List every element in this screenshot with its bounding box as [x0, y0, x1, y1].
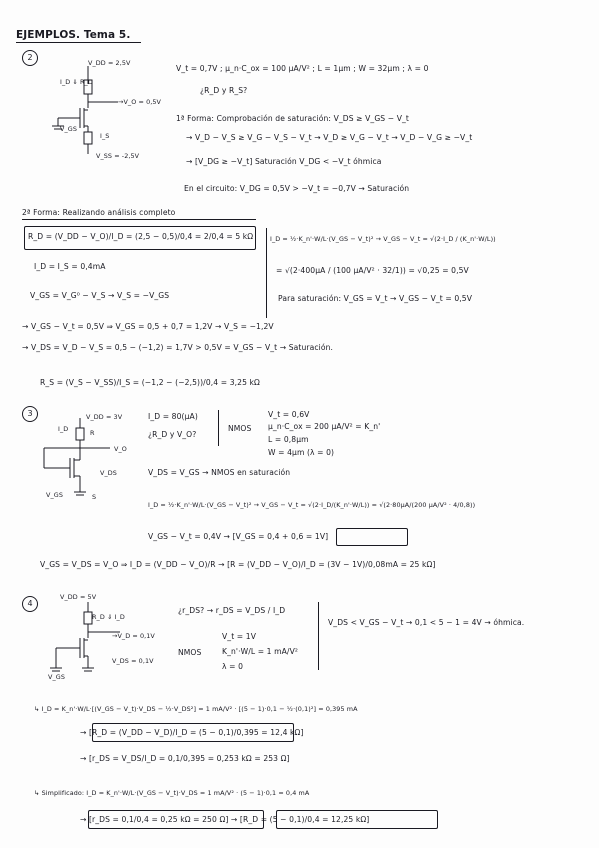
- ex4-nmos: NMOS: [178, 648, 202, 657]
- ex2-forma2: 2ª Forma: Realizando análisis completo: [22, 208, 176, 217]
- example-4-number: 4: [22, 596, 38, 612]
- ex3-param-0: V_t = 0,6V: [268, 410, 310, 419]
- ex2-id-eq: I_D = ½·K_n'·W/L·(V_GS − V_t)² → V_GS − V_t = √(2·I_D / (K_n'·W/L)): [270, 235, 496, 243]
- rd-final-box-4: [276, 810, 438, 829]
- rd-label-4: R_D ⇓ I_D: [92, 613, 125, 621]
- ex3-vgs-eq: V_GS − V_t = 0,4V → [V_GS = 0,4 + 0,6 = 1V]: [148, 532, 329, 541]
- ex4-id-eq: ↳ I_D = K_n'·W/L·[(V_GS − V_t)·V_DS − ½·V_DS²] = 1 mA/V² · [(5 − 1)·0,1 − ½·(0,1)²] = 0,395 mA: [34, 705, 358, 713]
- ex4-rd-eq: → [R_D = (V_DD − V_D)/I_D = (5 − 0,1)/0,395 = 12,4 kΩ]: [80, 728, 304, 737]
- ex4-final: → [r_DS = 0,1/0,4 = 0,25 kΩ = 250 Ω] → [R_D = (5 − 0,1)/0,4 = 12,25 kΩ]: [80, 815, 370, 824]
- ex4-question: ¿r_DS? → r_DS = V_DS / I_D: [178, 606, 286, 615]
- vds-label-4: V_DS = 0,1V: [112, 657, 154, 665]
- ex2-sqrt-eq: = √(2·400μA / (100 μA/V² · 32/1)) = √0,25 = 0,5V: [276, 266, 469, 275]
- ex2-forma1-b: → V_D − V_S ≥ V_G − V_S − V_t → V_D ≥ V_G − V_t → V_D − V_G ≥ −V_t: [186, 133, 473, 142]
- s-label-3: S: [92, 493, 97, 501]
- rds-result-box-4: [88, 810, 264, 829]
- ex3-id-eq: I_D = ½·K_n'·W/L·(V_GS − V_t)² → V_GS − V_t = √(2·I_D/(K_n'·W/L)) = √(2·80μA/(200 μA/V² · 4/0,8)): [148, 501, 476, 509]
- vgs-label-4: V_GS: [48, 673, 65, 681]
- ex4-rds-eq: → [r_DS = V_DS/I_D = 0,1/0,395 = 0,253 kΩ = 253 Ω]: [80, 754, 290, 763]
- ex2-question: ¿R_D y R_S?: [200, 86, 248, 95]
- ex4-param-1: K_n'·W/L = 1 mA/V²: [222, 647, 299, 656]
- ex3-nmos: NMOS: [228, 424, 252, 433]
- ex4-simpl: ↳ Simplificado: I_D = K_n'·W/L·(V_GS − V_t)·V_DS = 1 mA/V² · (5 − 1)·0,1 = 0,4 mA: [34, 789, 310, 797]
- vgs-label-2: V_GS: [60, 125, 77, 133]
- id-label-3: I_D: [58, 425, 69, 433]
- example-3-number: 3: [22, 406, 38, 422]
- vo-label-3: V_O: [114, 445, 127, 453]
- ex4-param-2: λ = 0: [222, 662, 244, 671]
- mosfet-circuit-2: [28, 58, 178, 158]
- vdd-label-3: V_DD = 3V: [86, 413, 123, 421]
- ex3-given-id: I_D = 80(μA): [148, 412, 198, 421]
- vds-label-3: V_DS: [100, 469, 117, 477]
- ex4-ohmic: V_DS < V_GS − V_t → 0,1 < 5 − 1 = 4V → óhmica.: [328, 618, 525, 627]
- ex2-circuit-check: En el circuito: V_DG = 0,5V > −V_t = −0,7V → Saturación: [184, 184, 410, 193]
- rd-result-box-4: [92, 723, 294, 742]
- ex3-vds-eq: V_DS = V_GS → NMOS en saturación: [148, 468, 291, 477]
- ex2-vds-eq: → V_DS = V_D − V_S = 0,5 − (−1,2) = 1,7V > 0,5V = V_GS − V_t → Saturación.: [22, 343, 334, 352]
- ex2-vgs-eq: V_GS = V_G⁰ − V_S → V_S = −V_GS: [30, 291, 170, 300]
- example-2-number: 2: [22, 50, 38, 66]
- ex2-params: V_t = 0,7V ; μ_n·C_ox = 100 μA/V² ; L = 1μm ; W = 32μm ; λ = 0: [176, 64, 429, 73]
- mosfet-circuit-3: [30, 414, 130, 504]
- separator-3: [218, 410, 219, 446]
- ex3-param-1: μ_n·C_ox = 200 μA/V² = K_n': [268, 422, 381, 431]
- ex3-question: ¿R_D y V_O?: [148, 430, 197, 439]
- ex2-rs-eq: R_S = (V_S − V_SS)/I_S = (−1,2 − (−2,5))/0,4 = 3,25 kΩ: [40, 378, 260, 387]
- vd-label-4: →V_D = 0,1V: [112, 632, 155, 640]
- vdd-label-4: V_DD = 5V: [60, 593, 97, 601]
- ex2-vs-eq: → V_GS − V_t = 0,5V ⇒ V_GS = 0,5 + 0,7 = 1,2V → V_S = −1,2V: [22, 322, 274, 331]
- ex2-rd-eq: R_D = (V_DD − V_O)/I_D = (2,5 − 0,5)/0,4 = 2/0,4 = 5 kΩ: [28, 232, 254, 241]
- ex3-param-3: W = 4μm (λ = 0): [268, 448, 335, 457]
- ex4-param-0: V_t = 1V: [222, 632, 256, 641]
- vgs-result-box-3: [336, 528, 408, 546]
- is-label-2: I_S: [100, 132, 110, 140]
- ex2-forma1-c: → [V_DG ≥ −V_t] Saturación V_DG < −V_t óhmica: [186, 157, 382, 166]
- ex2-sat-note: Para saturación: V_GS = V_t → V_GS − V_t = 0,5V: [278, 294, 473, 303]
- ex2-forma1: 1ª Forma: Comprobación de saturación: V_DS ≥ V_GS − V_t: [176, 114, 409, 123]
- vgs-label-3: V_GS: [46, 491, 63, 499]
- page-title: EJEMPLOS. Tema 5.: [16, 29, 131, 41]
- vo-label-2: →V_O = 0,5V: [118, 98, 162, 106]
- ex3-param-2: L = 0,8μm: [268, 435, 309, 444]
- title-underline: [16, 42, 141, 43]
- ex3-vo-eq: V_GS = V_DS = V_O ⇒ I_D = (V_DD − V_O)/R → [R = (V_DD − V_O)/I_D = (3V − 1V)/0,08mA = 25 kΩ]: [40, 560, 436, 569]
- id-label-2: I_D ⇓ R_D: [60, 78, 93, 86]
- separator-4: [318, 602, 319, 670]
- forma2-underline: [22, 219, 256, 220]
- ex2-id-val: I_D = I_S = 0,4mA: [34, 262, 106, 271]
- separator-2: [266, 228, 267, 318]
- vss-label-2: V_SS = -2,5V: [96, 152, 140, 160]
- vdd-label-2: V_DD = 2,5V: [88, 59, 131, 67]
- r-label-3: R: [90, 429, 95, 437]
